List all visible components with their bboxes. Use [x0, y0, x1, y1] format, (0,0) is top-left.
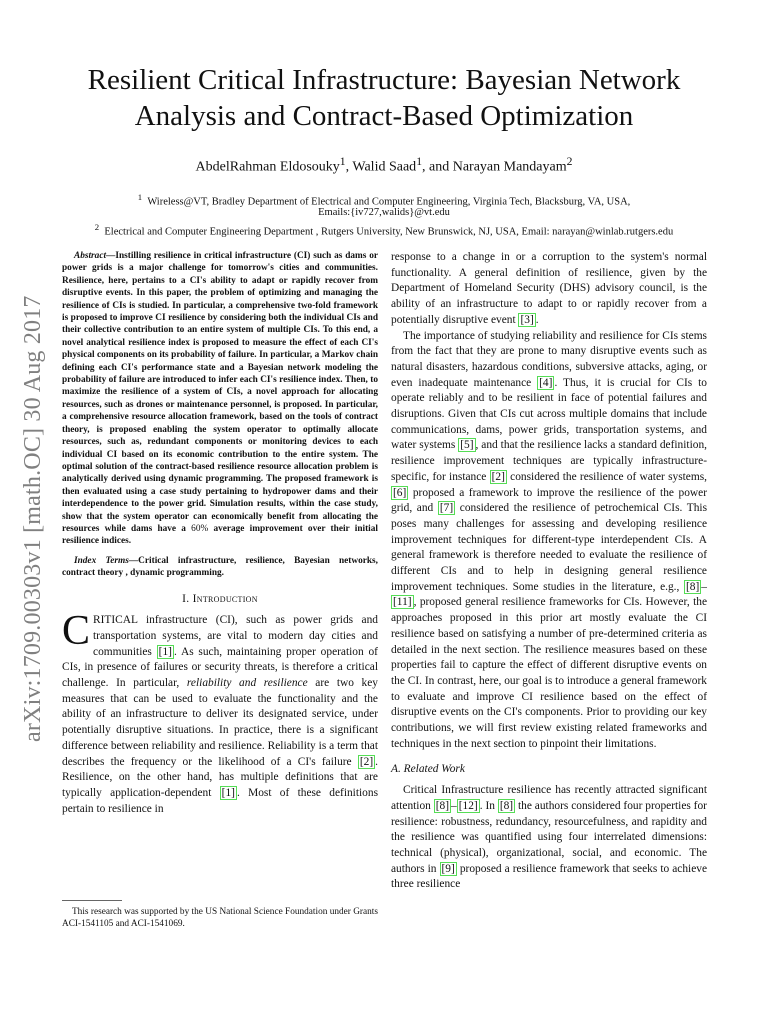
- text-run: are two key measures that can be used to evaluate the functionality and the ability of an infrastructure to deliver its designated service, under potentially disruptive situations. In practice, there is a significant difference between reliability and resilience. Reliability is a term that describes the frequency or the likelihood of a CI's failure: [62, 677, 378, 768]
- author-name: Narayan Mandayam: [452, 159, 567, 175]
- affiliation-mark: 2: [94, 222, 100, 232]
- text-run: , and that the resilience lacks a standard definition, resilience improvement techniques are typically infrastructure-specific, for instance: [391, 439, 707, 483]
- abstract: [62, 250, 378, 548]
- author-separator: , and: [422, 159, 453, 175]
- citation-link[interactable]: [2]: [359, 755, 374, 768]
- emphasis: reliability and resilience: [186, 677, 308, 690]
- citation-link[interactable]: [1]: [221, 787, 235, 799]
- text-run: considered the resilience of water systems,: [506, 470, 707, 483]
- arxiv-identifier: arXiv:1709.00303v1 [math.OC] 30 Aug 2017: [20, 295, 46, 742]
- paper-title: Resilient Critical Infrastructure: Bayesian Network Analysis and Contract-Based Optimization: [87, 64, 681, 132]
- citation-link[interactable]: [12]: [458, 799, 478, 812]
- citation-link[interactable]: [4]: [539, 376, 553, 389]
- abstract-label: Abstract: [74, 251, 107, 261]
- text-run: proposed a resilience framework that seeks to achieve three resilience: [391, 862, 708, 891]
- text-run: proposed a framework to improve the resilience of the power grid, and: [391, 486, 707, 515]
- affiliation-emails: Emails:{iv727,walids}@vt.edu: [318, 207, 450, 218]
- affiliation-mark: 1: [137, 192, 143, 202]
- text-run: considered the resilience of petrochemical CIs. This poses many challenges for assessing and developing resilience improvement techniques for different-type interdependent CIs. A general framework is therefore needed to evaluate the resilience of different CIs and to help in designing general resilience improvement techniques. Some studies in the literature, e.g.,: [391, 502, 707, 593]
- citation-link[interactable]: [8]: [686, 580, 700, 593]
- abstract-tail: average improvement over their initial resilience indices.: [62, 523, 378, 547]
- citation-link[interactable]: [1]: [158, 645, 172, 658]
- right-column: [391, 250, 707, 893]
- affiliation-mark: 1: [416, 155, 423, 168]
- citation-link[interactable]: [6]: [393, 486, 407, 499]
- affiliation-2: [40, 221, 728, 239]
- index-terms-label: Index Terms: [74, 555, 129, 566]
- citation-link[interactable]: [3]: [520, 313, 534, 326]
- paragraph: [391, 783, 707, 893]
- citation-link[interactable]: [5]: [460, 439, 474, 452]
- subsection-heading: A. Related Work: [391, 762, 465, 775]
- text-run: . Resilience, on the other hand, has multiple definitions that are typically application-dependent: [62, 755, 378, 799]
- text-run: response to a change in or a corruption to the system's normal functionality. A general definition of resilience, given by the Department of Homeland Security (DHS) advisory council, is the ability of an infrastructure to adapt to or rapidly recover from a potentially disruptive event: [391, 251, 707, 326]
- affiliation-text: Wireless@VT, Bradley Department of Electrical and Computer Engineering, Virginia Tech, Blacksburg, VA, USA,: [147, 196, 631, 208]
- text-run: .: [535, 313, 539, 326]
- index-terms: [62, 555, 378, 580]
- abstract-text: —Instilling resilience in critical infrastructure (CI) such as dams or power grids is a major challenge for tomorrow's cities and communities. Resilience, here, pertains to a CI's ability to adapt or rapidly recover from disruptive events. In this paper, the problem of optimizing and managing the resilience of CIs is studied. In particular, a comprehensive two-fold framework is proposed to improve CI resilience by considering both the individual CIs and their collective contribution to an entire system of multiple CIs. To this end, a novel analytical resilience index is proposed to measure the effect of each CI's physical components on its probability of failure. In particular, a Markov chain defining each CI's performance state and a Bayesian network modeling the probability of failure are introduced to infer each CI's resilience index. Then, to maximize the resilience of a system of CIs, a novel approach for allocating resources, such as drones or maintenance personnel, is proposed. In particular, a comprehensive resource allocation framework, based on the tools of contract theory, is proposed enabling the system operator to optimally allocate resources, such as, redundant components or monitoring devices to each individual CI based on its economic contribution to the entire system. The optimal solution of the contract-based resilience resource allocation problem is analytically derived using dynamic programming. The proposed framework is then evaluated using a case study pertaining to hydropower dams and their interdependence to the power grid. Simulation results, within the case study, show that the system operator can economically benefit from allocating the resources while dams have a: [62, 251, 378, 534]
- drop-cap: C: [62, 608, 91, 655]
- author-separator: ,: [345, 159, 353, 175]
- paragraph: [391, 329, 707, 753]
- section-heading: I. Introduction: [182, 592, 258, 605]
- index-terms-text: —Critical infrastructure, resilience, Bayesian networks, contract theory , dynamic programming.: [62, 555, 378, 579]
- citation-link[interactable]: [7]: [439, 502, 454, 515]
- footnote-divider: [62, 900, 122, 901]
- text-run: the authors considered four properties for resilience: robustness, redundancy, resourcefulness, and rapidity and the resilience was quantified using four interrelated dimensions: technical (physical), organizational, social, and economic. The authors in: [391, 799, 707, 875]
- citation-link[interactable]: [8]: [499, 799, 514, 812]
- affiliation-mark: 1: [339, 155, 346, 168]
- funding-footnote: This research was supported by the US National Science Foundation under Grants ACI-1541105 and ACI-1541069.: [62, 907, 378, 929]
- text-run: Critical Infrastructure resilience has recently attracted significant attention: [391, 784, 707, 812]
- text-run: . Thus, it is crucial for CIs to operate reliably and to be resilient in face of potential failures and disruptions. Given that CIs cut across multiple domains that include communications, dams, power grids, transportation systems, and water systems: [391, 376, 707, 452]
- text-run: . Most of these definitions pertain to resilience in: [62, 787, 378, 815]
- citation-link[interactable]: [9]: [441, 862, 455, 875]
- text-run: The importance of studying reliability and resilience for CIs stems from the fact that they are prone to many disruptive events such as natural disasters, hazardous conditions, subversive attacks, aging, or even inadequate maintenance: [391, 329, 707, 389]
- text-run: RITICAL infrastructure (CI), such as power grids and transportation systems, are vital to modern day cities and communities: [93, 614, 378, 658]
- affiliation-text: Electrical and Computer Engineering Department , Rutgers University, New Brunswick, NJ, USA, Email: narayan@winlab.rutgers.edu: [104, 226, 674, 238]
- intro-paragraph: [62, 608, 378, 817]
- author-name: Walid Saad: [352, 159, 417, 175]
- affiliation-mark: 2: [566, 155, 573, 168]
- citation-link[interactable]: [2]: [491, 470, 505, 483]
- text-run: . In: [479, 799, 498, 812]
- text-run: –: [451, 799, 457, 812]
- citation-link[interactable]: [11]: [393, 596, 412, 609]
- text-run: –: [701, 580, 707, 593]
- text-run: . As such, maintaining proper operation of CIs, in presence of failures or security threats, is therefore a critical challenge. In particular,: [62, 645, 378, 690]
- left-column: [62, 250, 378, 817]
- abstract-percentage: 60%: [191, 523, 209, 534]
- paragraph: [391, 250, 707, 329]
- text-run: , proposed general resilience frameworks for CIs. However, the approaches proposed in this prior art mostly evaluate the CI resilience based on satisfying a number of pre-determined criteria as detailed in the next section. The resilience measures based on these properties fail to capture the effect of different disruptive events on the CI. In contrast, here, our goal is to introduce a general framework to evaluate and improve CI resilience based on the effect of disruptive events on the CI's components. Prior to providing our key contributions, we will first review existing related frameworks and techniques in the next section to pinpoint their limitations.: [391, 596, 707, 750]
- citation-link[interactable]: [8]: [435, 799, 450, 812]
- author-name: AbdelRahman Eldosouky: [195, 159, 340, 175]
- author-list: [60, 155, 708, 176]
